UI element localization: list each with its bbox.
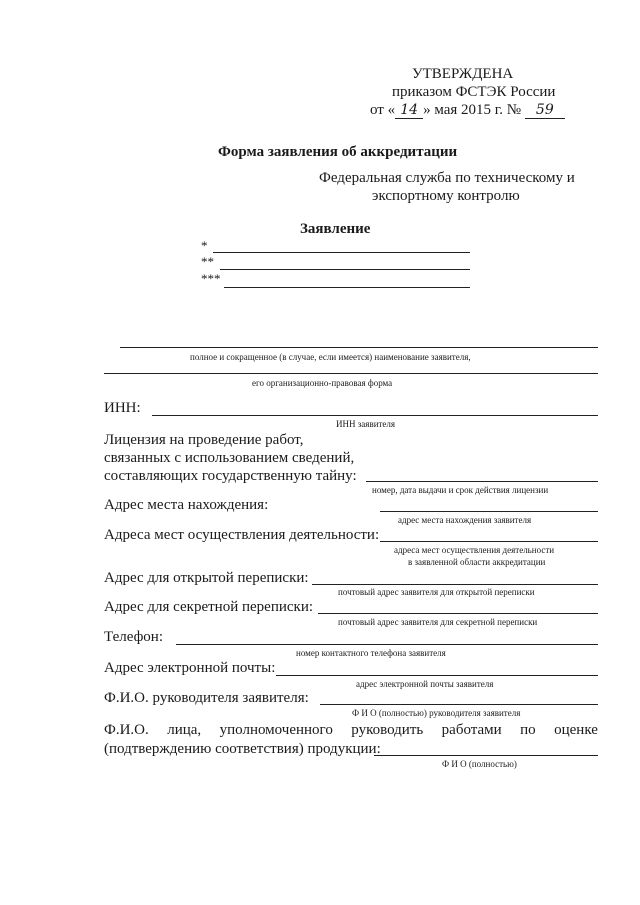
auth-label-line2: (подтверждению соответствия) продукции: [104, 741, 381, 757]
license-caption: номер, дата выдачи и срок действия лицензии [372, 485, 549, 495]
applicant-name-line [120, 347, 598, 348]
auth-word: руководить [351, 722, 424, 738]
open-mail-line [312, 584, 598, 585]
addressee-line2: экспортному контролю [372, 188, 520, 204]
location-caption: адрес места нахождения заявителя [398, 515, 532, 525]
approval-day: 14 [395, 102, 423, 119]
mark-1-line [213, 252, 470, 253]
auth-word: по [520, 722, 536, 738]
auth-line [374, 755, 598, 756]
approval-date-prefix: от « [370, 102, 396, 118]
auth-word: работами [441, 722, 502, 738]
license-label-line1: Лицензия на проведение работ, [104, 432, 304, 448]
location-label: Адрес места нахождения: [104, 497, 269, 513]
head-label: Ф.И.О. руководителя заявителя: [104, 690, 309, 706]
secret-mail-line [318, 613, 598, 614]
activity-line [380, 541, 598, 542]
mark-3-line [224, 287, 470, 288]
email-caption: адрес электронной почты заявителя [356, 679, 494, 689]
applicant-name-caption: полное и сокращенное (в случае, если имеется) наименование заявителя, [190, 352, 471, 362]
activity-label: Адреса мест осуществления деятельности: [104, 527, 380, 543]
addressee-line1: Федеральная служба по техническому и [319, 170, 575, 186]
applicant-form-line [104, 373, 598, 374]
inn-line [152, 415, 598, 416]
open-mail-label: Адрес для открытой переписки: [104, 570, 309, 586]
location-line [380, 511, 598, 512]
phone-label: Телефон: [104, 629, 163, 645]
applicant-form-caption: его организационно-правовая форма [252, 378, 393, 388]
statement-title: Заявление [300, 221, 371, 237]
secret-mail-label: Адрес для секретной переписки: [104, 599, 314, 615]
auth-word: лица, [167, 722, 202, 738]
inn-label: ИНН: [104, 400, 141, 416]
approval-date [370, 102, 565, 119]
mark-2-line [220, 269, 470, 270]
license-line [366, 481, 598, 482]
activity-caption-line1: адреса мест осуществления деятельности [394, 545, 555, 555]
phone-line [176, 644, 598, 645]
auth-caption: Ф И О (полностью) [442, 759, 517, 769]
license-label-line2: связанных с использованием сведений, [104, 450, 355, 466]
auth-word: Ф.И.О. [104, 722, 149, 738]
approval-title: УТВЕРЖДЕНА [412, 66, 514, 82]
license-label-line3: составляющих государственную тайну: [104, 468, 357, 484]
mark-2: ** [201, 254, 214, 269]
activity-caption-line2: в заявленной области аккредитации [408, 557, 546, 567]
approval-order: приказом ФСТЭК России [392, 84, 556, 100]
mark-3: *** [201, 271, 221, 286]
email-line [276, 675, 598, 676]
email-label: Адрес электронной почты: [104, 660, 276, 676]
head-caption: Ф И О (полностью) руководителя заявителя [352, 708, 521, 718]
open-mail-caption: почтовый адрес заявителя для открытой переписки [338, 587, 535, 597]
head-line [320, 704, 598, 705]
auth-word: уполномоченного [219, 722, 333, 738]
approval-date-middle: » мая 2015 г. № [423, 102, 522, 118]
auth-label-line1 [104, 722, 598, 739]
inn-caption: ИНН заявителя [336, 419, 396, 429]
form-title: Форма заявления об аккредитации [218, 144, 458, 160]
mark-1: * [201, 238, 208, 253]
secret-mail-caption: почтовый адрес заявителя для секретной переписки [338, 617, 538, 627]
approval-number: 59 [525, 102, 565, 119]
phone-caption: номер контактного телефона заявителя [296, 648, 446, 658]
auth-word: оценке [554, 722, 598, 738]
